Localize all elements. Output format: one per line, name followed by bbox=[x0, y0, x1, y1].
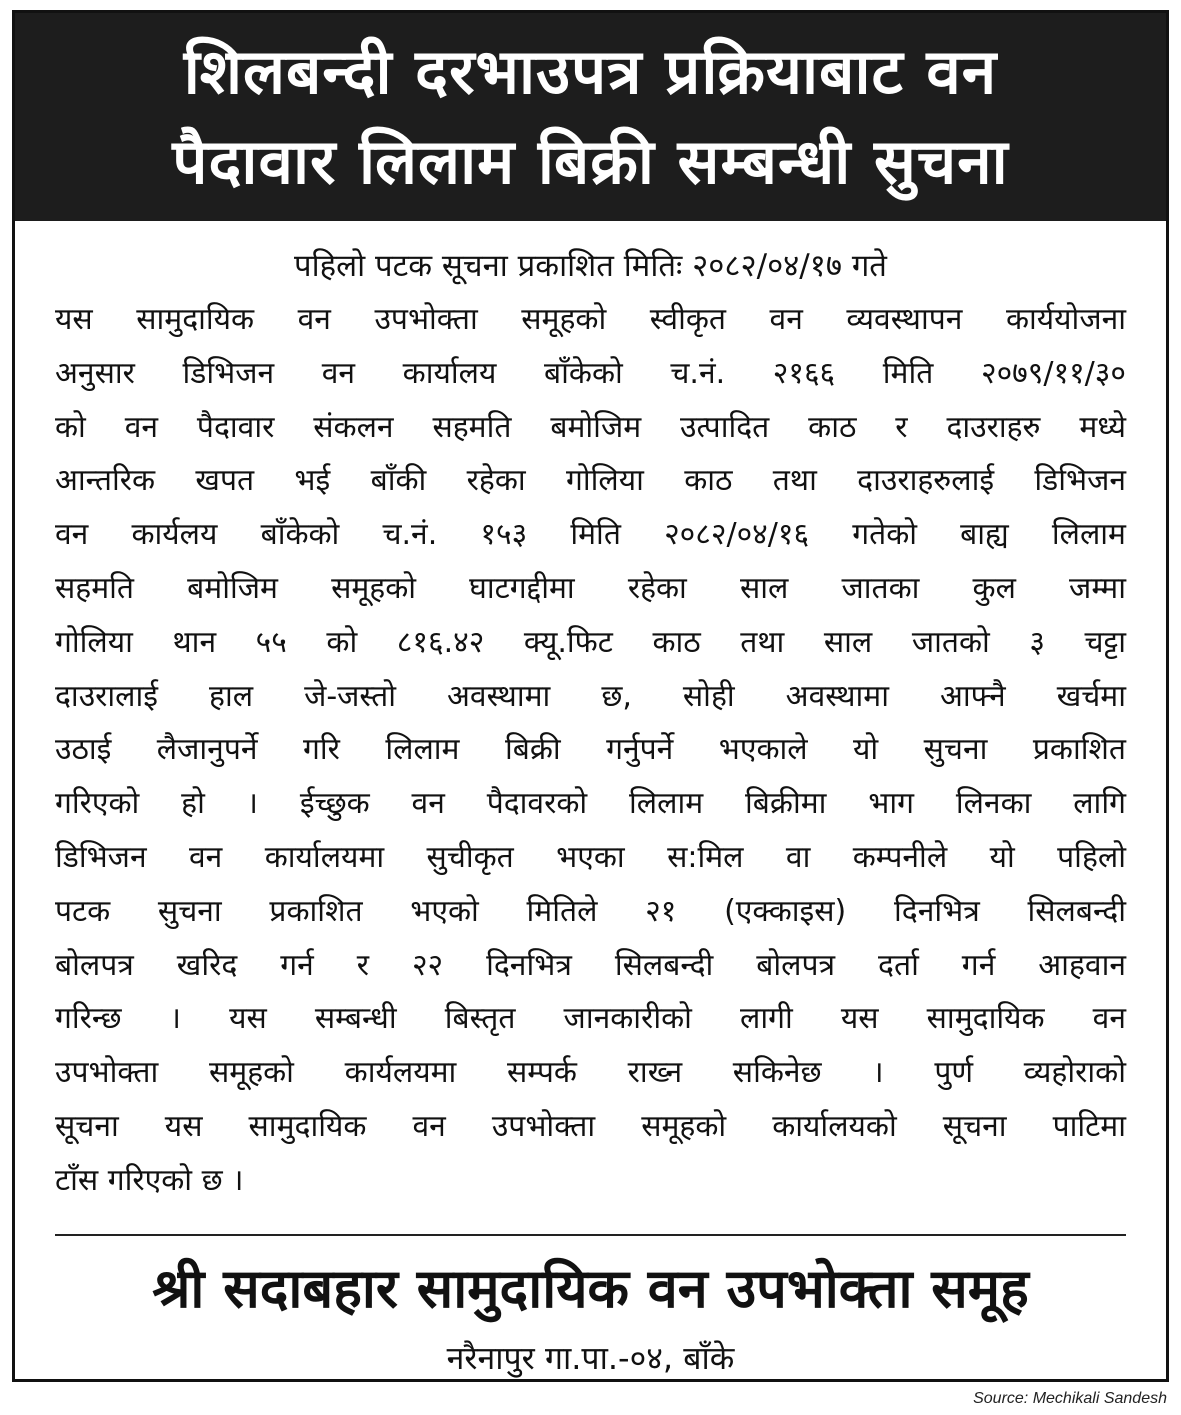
notice-body bbox=[55, 293, 1126, 1208]
body-line: दाउरालाई हाल जे-जस्तो अवस्थामा छ, सोही अवस्थामा आफ्नै खर्चमा bbox=[55, 678, 1126, 714]
title-line-1: शिलबन्दी दरभाउपत्र प्रक्रियाबाट वन bbox=[183, 35, 998, 108]
divider bbox=[55, 1234, 1126, 1236]
body-line: सहमति बमोजिम समूहको घाटगद्दीमा रहेका साल जातका कुल जम्मा bbox=[55, 570, 1126, 606]
organization-name: श्री सदाबहार सामुदायिक वन उपभोक्ता समूह bbox=[152, 1256, 1029, 1320]
body-line: गरिएको हो । ईच्छुक वन पैदावरको लिलाम बिक्रीमा भाग लिनका लागि bbox=[55, 786, 1126, 822]
publish-date: पहिलो पटक सूचना प्रकाशित मितिः २०८२/०४/१७ गते bbox=[294, 248, 887, 284]
body-line: उपभोक्ता समूहको कार्यलयमा सम्पर्क राख्न सकिनेछ । पुर्ण व्यहोराको bbox=[55, 1055, 1126, 1091]
body-line: यस सामुदायिक वन उपभोक्ता समूहको स्वीकृत वन व्यवस्थापन कार्ययोजना bbox=[55, 302, 1126, 337]
body-line: टाँस गरिएको छ । bbox=[55, 1162, 244, 1198]
body-line: उठाई लैजानुपर्ने गरि लिलाम बिक्री गर्नुपर्ने भएकाले यो सुचना प्रकाशित bbox=[55, 732, 1126, 768]
title-line-2: पैदावार लिलाम बिक्री सम्बन्धी सुचना bbox=[172, 125, 1009, 198]
notice-content bbox=[15, 221, 1166, 1382]
body-line: अनुसार डिभिजन वन कार्यालय बाँकेको च.नं. २१६६ मिति २०७९/११/३० bbox=[55, 355, 1126, 391]
body-line: पटक सुचना प्रकाशित भएको मितिले २१ (एक्काइस) दिनभित्र सिलबन्दी bbox=[55, 893, 1126, 929]
body-line: गरिन्छ । यस सम्बन्धी बिस्तृत जानकारीको लागी यस सामुदायिक वन bbox=[55, 1001, 1126, 1037]
body-line: डिभिजन वन कार्यालयमा सुचीकृत भएका स:मिल वा कम्पनीले यो पहिलो bbox=[55, 839, 1126, 875]
body-line: आन्तरिक खपत भई बाँकी रहेका गोलिया काठ तथा दाउराहरुलाई डिभिजन bbox=[55, 463, 1126, 499]
organization-address: नरैनापुर गा.पा.-०४, बाँके bbox=[446, 1338, 735, 1377]
body-line: वन कार्यलय बाँकेको च.नं. १५३ मिति २०८२/०४/१६ गतेको बाह्य लिलाम bbox=[55, 517, 1126, 553]
body-line: बोलपत्र खरिद गर्न र २२ दिनभित्र सिलबन्दी बोलपत्र दर्ता गर्न आहवान bbox=[55, 947, 1126, 983]
notice-card bbox=[12, 10, 1169, 1382]
title-banner bbox=[15, 13, 1166, 221]
source-credit: Source: Mechikali Sandesh bbox=[973, 1390, 1167, 1407]
body-line: को वन पैदावार संकलन सहमति बमोजिम उत्पादित काठ र दाउराहरु मध्ये bbox=[55, 409, 1126, 445]
body-line: सूचना यस सामुदायिक वन उपभोक्ता समूहको कार्यालयको सूचना पाटिमा bbox=[55, 1108, 1126, 1144]
body-line: गोलिया थान ५५ को ८१६.४२ क्यू.फिट काठ तथा साल जातको ३ चट्टा bbox=[55, 624, 1126, 660]
